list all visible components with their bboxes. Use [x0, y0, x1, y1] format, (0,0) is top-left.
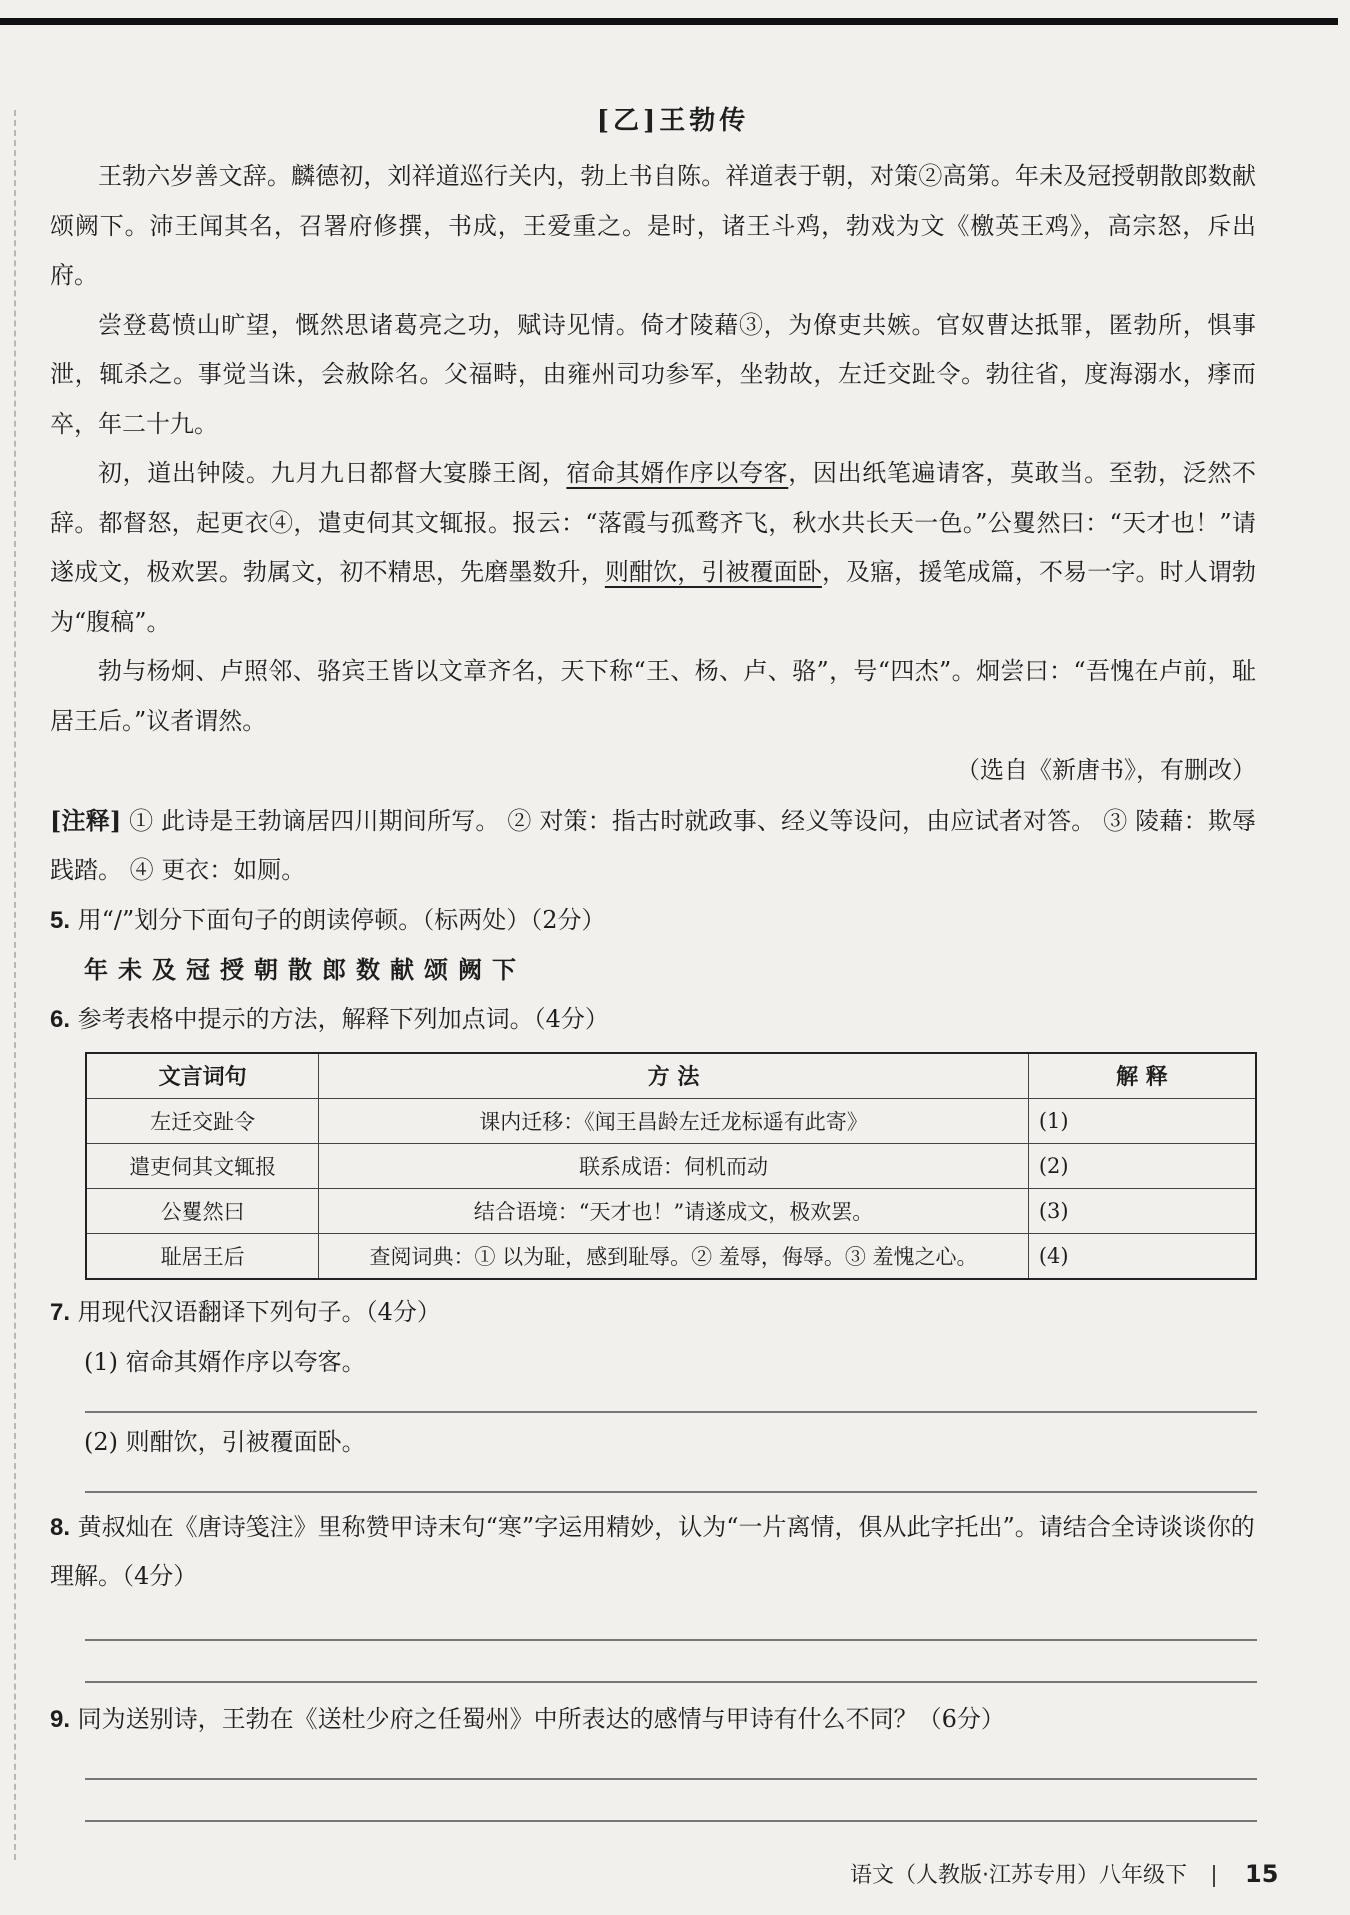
question-7-text: 用现代汉语翻译下列句子。（4分） — [77, 1297, 441, 1326]
answer-cell[interactable]: (4) — [1028, 1233, 1256, 1279]
table-cell: 课内迁移：《闻王昌龄左迁龙标遥有此寄》 — [319, 1098, 1029, 1143]
table-cell: 耻居王后 — [86, 1233, 319, 1279]
table-row — [86, 1143, 1256, 1188]
answer-line[interactable] — [85, 1387, 1257, 1413]
answer-line[interactable] — [85, 1467, 1257, 1493]
question-7-sentence-1: (1) 宿命其婿作序以夸客。 — [84, 1347, 366, 1376]
question-6 — [50, 995, 1256, 1044]
footer-divider — [1213, 1865, 1215, 1887]
answer-cell[interactable]: (3) — [1028, 1188, 1256, 1233]
table-header: 方 法 — [319, 1053, 1029, 1099]
paragraph-3 — [50, 449, 1256, 647]
para3-text-b: ，因出纸笔遍请客，莫敢当。至勃，泛然不辞。都督怒，起更衣④，遣吏伺其文辄报。报云：“落霞与孤鹜齐飞，秋水共长天一色。”公矍然曰：“天才也！”请遂成文，极欢罢。勃属文，初不精思，先磨墨数升， — [50, 459, 1257, 586]
question-7 — [50, 1288, 1256, 1337]
table-cell: 遣吏伺其文辄报 — [86, 1143, 319, 1188]
paragraph-1: 王勃六岁善文辞。麟德初，刘祥道巡行关内，勃上书自陈。祥道表于朝，对策②高第。年未及冠授朝散郎数献颂阙下。沛王闻其名，召署府修撰，书成，王爱重之。是时，诸王斗鸡，勃戏为文《檄英王鸡》，高宗怒，斥出府。 — [50, 162, 1256, 289]
question-8 — [50, 1503, 1256, 1601]
answer-line[interactable] — [85, 1744, 1257, 1780]
para3-text-a: 初，道出钟陵。九月九日都督大宴滕王阁， — [98, 459, 567, 487]
question-9-text: 同为送别诗，王勃在《送杜少府之任蜀州》中所表达的感情与甲诗有什么不同？（6分） — [77, 1704, 1005, 1733]
question-7-sentence-2: (2) 则酣饮，引被覆面卧。 — [84, 1427, 366, 1456]
question-6-text: 参考表格中提示的方法，解释下列加点词。（4分） — [77, 1004, 609, 1033]
table-header: 解 释 — [1028, 1053, 1256, 1099]
binding-margin — [14, 110, 16, 1860]
table-header-row — [86, 1053, 1256, 1099]
table-cell: 结合语境：“天才也！”请遂成文，极欢罢。 — [319, 1188, 1029, 1233]
underlined-sentence-2: 则酣饮，引被覆面卧 — [604, 558, 822, 586]
question-9-number: 9. — [50, 1705, 71, 1733]
page-content — [50, 100, 1256, 1822]
paragraph-2: 尝登葛愤山旷望，慨然思诸葛亮之功，赋诗见情。倚才陵藉③，为僚吏共嫉。官奴曹达抵罪，匿勃所，惧事泄，辄杀之。事觉当诛，会赦除名。父福畤，由雍州司功参军，坐勃故，左迁交趾令。勃往省，度海溺水，痵而卒，年二十九。 — [50, 310, 1256, 438]
method-table — [85, 1052, 1257, 1280]
passage-title: [乙]王勃传 — [596, 106, 750, 136]
question-5-text: 用“/”划分下面句子的朗读停顿。（标两处）（2分） — [77, 905, 606, 934]
question-5 — [50, 896, 1256, 945]
answer-cell[interactable]: (1) — [1028, 1098, 1256, 1143]
table-row — [86, 1098, 1256, 1143]
question-5-sentence: 年未及冠授朝散郎数献颂阙下 — [84, 954, 526, 984]
book-title: 语文（人教版·江苏专用）八年级下 — [850, 1863, 1187, 1888]
table-cell: 左迁交趾令 — [86, 1098, 319, 1143]
underlined-sentence-1: 宿命其婿作序以夸客 — [566, 459, 789, 487]
annotations-text: ① 此诗是王勃谪居四川期间所写。 ② 对策：指古时就政事、经义等设问，由应试者对答。 ③ 陵藉：欺辱践踏。 ④ 更衣：如厕。 — [50, 806, 1256, 884]
table-cell: 公矍然曰 — [86, 1188, 319, 1233]
question-5-number: 5. — [50, 906, 71, 934]
answer-cell[interactable]: (2) — [1028, 1143, 1256, 1188]
source-note: （选自《新唐书》，有删改） — [956, 756, 1256, 784]
question-7-number: 7. — [50, 1298, 71, 1326]
top-border — [0, 18, 1338, 25]
para3-text-c: ，及寤，援笔成篇，不易一字。时人谓勃为“腹稿”。 — [50, 558, 1257, 636]
table-cell: 联系成语：伺机而动 — [319, 1143, 1029, 1188]
answer-line[interactable] — [85, 1780, 1257, 1822]
question-8-number: 8. — [50, 1513, 71, 1541]
paragraph-4: 勃与杨炯、卢照邻、骆宾王皆以文章齐名，天下称“王、杨、卢、骆”，号“四杰”。炯尝曰：“吾愧在卢前，耻居王后。”议者谓然。 — [50, 657, 1256, 735]
question-6-number: 6. — [50, 1005, 71, 1033]
page-number: 15 — [1245, 1860, 1279, 1888]
table-row — [86, 1233, 1256, 1279]
question-9 — [50, 1695, 1256, 1744]
table-cell: 查阅词典：① 以为耻，感到耻辱。② 羞辱，侮辱。③ 羞愧之心。 — [319, 1233, 1029, 1279]
table-header: 文言词句 — [86, 1053, 319, 1099]
annotations — [50, 796, 1256, 896]
table-row — [86, 1188, 1256, 1233]
question-8-text: 黄叔灿在《唐诗笺注》里称赞甲诗末句“寒”字运用精妙，认为“一片离情，俱从此字托出”。请结合全诗谈谈你的理解。（4分） — [50, 1512, 1255, 1590]
answer-line[interactable] — [85, 1641, 1257, 1683]
annotations-label: [注释] — [50, 805, 122, 835]
answer-line[interactable] — [85, 1601, 1257, 1641]
page-footer — [850, 1858, 1280, 1889]
